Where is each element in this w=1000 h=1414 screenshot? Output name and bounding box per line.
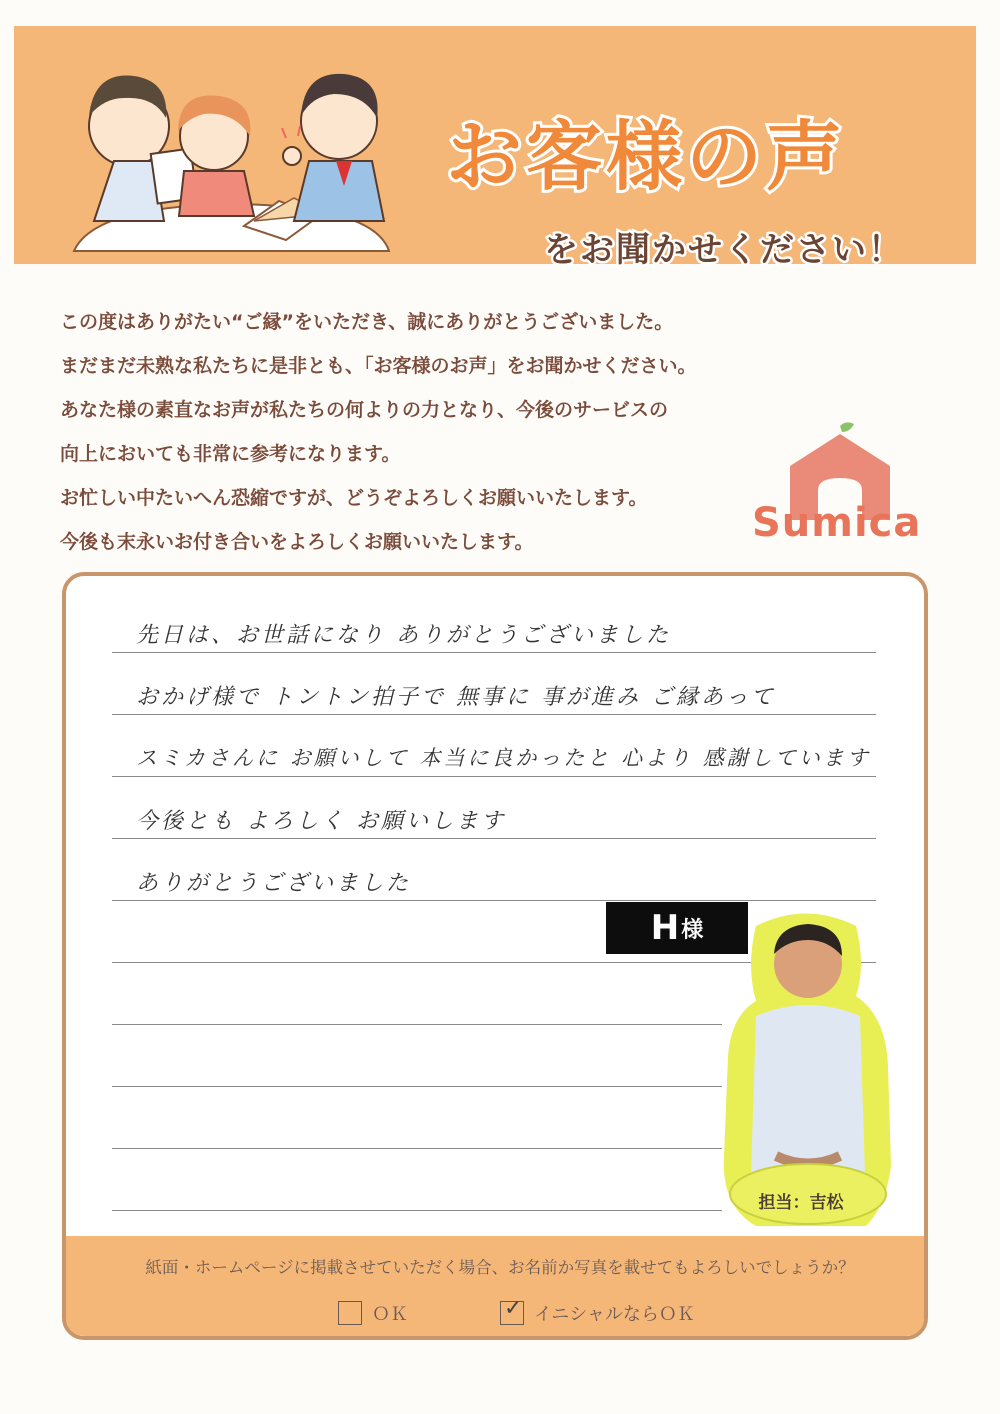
intro-line: あなた様の素直なお声が私たちの何よりの力となり、今後のサービスの: [60, 399, 669, 421]
option-ok-label: ＯＫ: [372, 1304, 408, 1325]
checkbox-initials-ok[interactable]: [500, 1296, 524, 1325]
ruled-line: [112, 1210, 722, 1211]
handwritten-line: 先日は、お世話になり ありがとうございました: [136, 623, 671, 648]
staff-label: 担当：吉松: [758, 1193, 844, 1213]
sumica-logo-text: Sumica: [752, 500, 922, 546]
checkmark-icon: ✓: [504, 1296, 523, 1321]
ruled-line: [112, 714, 876, 715]
handwritten-line: ありがとうございました: [136, 871, 412, 896]
ruled-line: [112, 776, 876, 777]
consent-question: 紙面・ホームページに掲載させていただく場合、お名前か写真を載せてもよろしいでしょうか？: [145, 1258, 855, 1277]
handwritten-line: おかげ様で トントン拍子で 無事に 事が進み ご縁あって: [136, 685, 776, 710]
handwritten-line: スミカさんに お願いして 本当に良かったと 心より 感謝しています: [136, 746, 871, 770]
customer-initial: H: [650, 908, 680, 948]
ruled-line: [112, 1148, 722, 1149]
option-ok[interactable]: [338, 1300, 408, 1326]
comment-card: [62, 572, 928, 1340]
intro-line: 向上においても非常に参考になります。: [60, 443, 401, 465]
intro-line: 今後も末永いお付き合いをよろしくお願いいたします。: [60, 531, 534, 553]
staff-photo: [716, 906, 896, 1236]
handwritten-line: 今後とも よろしく お願いします: [136, 809, 506, 834]
customer-honorific: 様: [681, 917, 704, 943]
intro-line: まだまだ未熟な私たちに是非とも、「お客様のお声」をお聞かせください。: [60, 355, 697, 377]
consent-footer: [66, 1236, 924, 1340]
intro-message: [60, 300, 800, 564]
option-initials-ok[interactable]: [500, 1296, 695, 1326]
ruled-line: [112, 1024, 722, 1025]
option-initials-ok-label: イニシャルならＯＫ: [534, 1304, 695, 1325]
ruled-line: [112, 838, 876, 839]
intro-line: お忙しい中たいへん恐縮ですが、どうぞよろしくお願いいたします。: [60, 487, 648, 509]
header-banner: [14, 26, 976, 270]
customers-illustration: [54, 26, 454, 264]
page-title: お客様の声: [446, 112, 846, 201]
ruled-line: [112, 652, 876, 653]
checkbox-ok[interactable]: [338, 1301, 362, 1325]
intro-line: この度はありがたい“ご縁”をいただき、誠にありがとうございました。: [60, 311, 674, 333]
ruled-line: [112, 900, 876, 901]
ruled-line: [112, 1086, 722, 1087]
page-subtitle: をお聞かせください！: [544, 230, 904, 270]
